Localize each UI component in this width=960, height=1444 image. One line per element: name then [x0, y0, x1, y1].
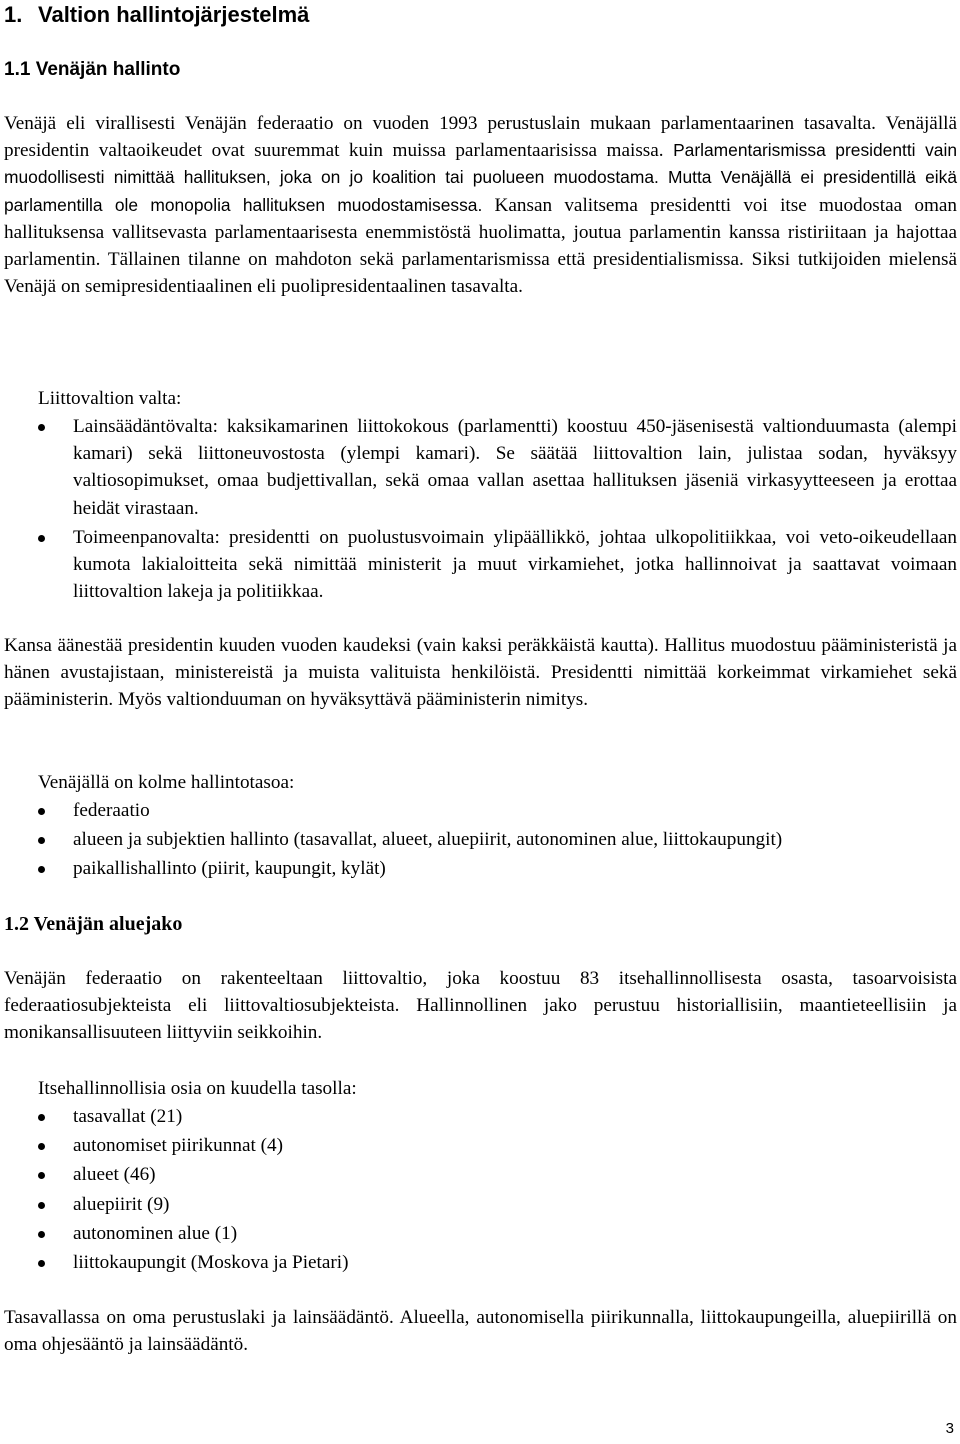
list-item [0, 826, 957, 853]
list-item [0, 855, 957, 882]
paragraph-1-part-c: Kansan valitsema presidentti voi itse muodostaa oman hallituksensa vallitsevasta parlamentaarisesta enemmistöstä huolimatta, joutua parlamentin kanssa ristiriitaan ja hajottaa parlamentin. Tällainen tilanne on mahdoton sekä parlamentarismissa että presidentialismissa. Siksi tutkijoiden mielensä Venäjä on semipresidentiaalinen eli puolipresidentaalinen tasavalta. [4, 194, 957, 298]
bullet-icon [38, 535, 45, 542]
federal-power-list [0, 413, 957, 607]
bullet-icon [38, 1114, 45, 1121]
bullet-icon [38, 837, 45, 844]
list-item [0, 524, 957, 606]
list-item [0, 797, 957, 824]
paragraph-1-part-b: Parlamentarismissa presidentti vain muodollisesti nimittää hallituksen, joka on jo koalition tai puolueen muodostama. Mutta Venäjällä ei presidentillä eikä parlamentilla ole monopolia hallituksen muodostamisessa. [4, 140, 957, 215]
list-item [0, 1191, 957, 1218]
list-item-text: Lainsäädäntövalta: kaksikamarinen liittokokous (parlamentti) koostuu 450-jäsenisestä valtionduumasta (alempi kamari) sekä liittoneuvostosta (ylempi kamari). Se säätää liittovaltion lain, julistaa sodan, hyväksyy valtiosopimukset, omaa budjettivallan, sekä omaa vallan asettaa hallituksen jäseniä virkasyytteeseen ja erottaa heidät virastaan. [73, 416, 957, 519]
section-1-1-paragraph-1 [4, 110, 957, 300]
page-number: 3 [945, 1420, 954, 1437]
bullet-icon [38, 1260, 45, 1267]
list-item-text: alueen ja subjektien hallinto (tasavallat, alueet, aluepiirit, autonominen alue, liittokaupungit) [73, 829, 783, 851]
list-item-text: autonomiset piirikunnat (4) [73, 1135, 283, 1157]
list-item-text: aluepiirit (9) [73, 1193, 170, 1215]
list-item [0, 413, 957, 522]
bullet-icon [38, 808, 45, 815]
federal-power-lead: Liittovaltion valta: [38, 388, 182, 409]
levels-list [0, 797, 957, 885]
chapter-number: 1. [4, 2, 23, 27]
list-item [0, 1132, 957, 1159]
bullet-icon [38, 424, 45, 431]
section-1-2-paragraph-1: Venäjän federaatio on rakenteeltaan liittovaltio, joka koostuu 83 itsehallinnollisesta osasta, tasoarvoisista federaatiosubjekteista eli liittovaltiosubjekteista. Hallinnollinen jako perustuu historiallisiin, maantieteellisiin ja monikansallisuuteen liittyviin seikkoihin. [4, 968, 957, 1044]
chapter-heading [4, 1, 309, 29]
list-item-text: liittokaupungit (Moskova ja Pietari) [73, 1252, 349, 1274]
levels-lead: Venäjällä on kolme hallintotasoa: [38, 772, 295, 793]
list-item [0, 1161, 957, 1188]
section-1-2-paragraph-2: Tasavallassa on oma perustuslaki ja lainsäädäntö. Alueella, autonomisella piirikunnalla, liittokaupungeilla, aluepiirillä on oma ohjesääntö ja lainsäädäntö. [4, 1307, 957, 1356]
list-item-text: tasavallat (21) [73, 1106, 183, 1127]
units-list [0, 1103, 957, 1278]
list-item [0, 1103, 957, 1130]
bullet-icon [38, 1143, 45, 1150]
list-item-text: Toimeenpanovalta: presidentti on puolustusvoimain ylipäällikkö, johtaa ulkopolitiikkaa, voi veto-oikeudellaan kumota lakialoitteita sekä nimittää ministerit ja muut virkamiehet, jotka hallinnoivat ja saattavat voimaan liittovaltion lakeja ja politiikkaa. [73, 526, 957, 603]
list-item-text: federaatio [73, 800, 150, 821]
section-1-1-paragraph-2: Kansa äänestää presidentin kuuden vuoden kaudeksi (vain kaksi peräkkäistä kautta). Hallitus muodostuu pääministeristä ja hänen avustajistaan, ministereistä ja muista valituista henkilöistä. Presidentti nimittää korkeimmat virkamiehet sekä pääministerin. Myös valtionduuman on hyväksyttävä pääministerin nimitys. [4, 635, 957, 711]
chapter-title: Valtion hallintojärjestelmä [38, 2, 310, 27]
section-1-1-heading: 1.1 Venäjän hallinto [4, 59, 181, 80]
bullet-icon [38, 1172, 45, 1179]
list-item-text: autonominen alue (1) [73, 1222, 238, 1244]
bullet-icon [38, 1202, 45, 1209]
units-lead: Itsehallinnollisia osia on kuudella tasolla: [38, 1078, 357, 1099]
bullet-icon [38, 1231, 45, 1238]
list-item-text: paikallishallinto (piirit, kaupungit, kylät) [73, 858, 386, 880]
paragraph-1-part-a: Venäjä eli virallisesti Venäjän federaatio on vuoden 1993 perustuslain mukaan parlamentaarinen tasavalta. Venäjällä presidentin valtaoikeudet ovat suuremmat kuin muissa parlamentaarisissa maissa. [4, 113, 957, 162]
list-item [0, 1249, 957, 1276]
list-item-text: alueet (46) [73, 1164, 156, 1186]
section-1-2-heading: 1.2 Venäjän aluejako [4, 913, 183, 935]
list-item [0, 1220, 957, 1247]
bullet-icon [38, 866, 45, 873]
